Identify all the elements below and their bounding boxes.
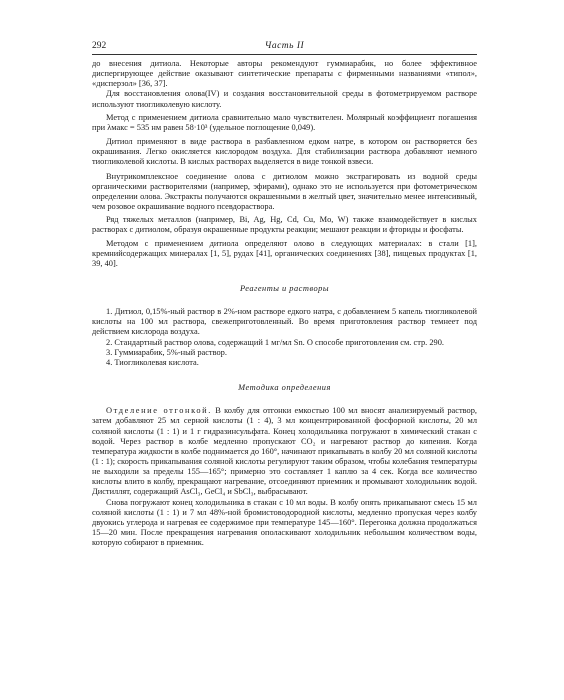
body-paragraph: Метод с применением дитиола сравнительно мало чувствителен. Молярный коэффициент погашения при λмакс = 535 нм равен 58·10³ (удельное поглощение 0,049). [92,112,477,132]
section-title-reagents: Реагенты и растворы [239,283,330,293]
running-title: Часть II [264,41,305,51]
page-number: 292 [92,41,107,51]
body-paragraph: Методом с применением дитиола определяют олово в следующих материалах: в стали [1], кремнийсодержащих минералах [1, 5], рудах [41], органических соединениях [38], пищевых продуктах [1, 39, 40]. [92,238,477,268]
body-paragraph: Внутрикомплексное соединение олова с дитиолом можно экстрагировать из водной среды органическими растворителями (например, эфирами), однако это не используется при фотометрическом определении олова. Экстракты получаются окрашенными в желтый цвет, значительно менее интенсивный, чем розовое окрашивание водного псевдораствора. [92,171,477,212]
page-body [92,59,477,548]
page-header [92,40,477,55]
method-text: В колбу для отгонки емкостью 100 мл вносят анализируемый раствор, затем добавляют 25 мл серной кислоты (1 : 4), 3 мл концентрированной фосфорной кислоты, 20 мл соляной кислоты (1 : 1) и 1 г гидразинсульфата. Конец холодильника погружают в химический стакан с водой. Через раствор в колбе медленно пропускают CO₂ и нагревают раствор до кипения. Когда температура жидкости в колбе поднимается до 160°, начинают прикапывать в колбу 20 мл соляной кислоты (1 : 1); скорость прикапывания соляной кислоты регулируют таким образом, чтобы колебания температуры не выходили за пределы 155—165°; примерно это составляет 1 каплю за 4 сек. Когда все количество кислоты влито в колбу, прекращают нагревание, отсоединяют приемник и промывают холодильник водой. Дистиллят, содержащий AsCl₃, GeCl₄ и SbCl₃, выбрасывают. [92,406,478,497]
method-paragraph: Снова погружают конец холодильника в стакан с 10 мл воды. В колбу опять прикапывают смесь 15 мл соляной кислоты (1 : 1) и 7 мл 48%-ной бромистоводородной кислоты, медленно пропуская через колбу двуокись углерода и нагревая ее содержимое при температуре 145—160°. Перегонка должна продолжаться 15—20 мин. После прекращения нагревания ополаскивают холодильник небольшим количеством воды, которую собирают в приемник. [92,497,477,548]
body-paragraph: Дитиол применяют в виде раствора в разбавленном едком натре, в котором он растворяется без окрашивания. Легко окисляется кислородом воздуха. Для стабилизации раствора добавляют немного тиогликолевой кислоты. В кислых растворах выделяется в виде тонкой взвеси. [92,137,477,167]
reagent-item: 1. Дитиол, 0,15%-ный раствор в 2%-ном растворе едкого натра, с добавлением 5 капель тиогликолевой кислоты на 100 мл раствора, свежеприготовленный. Во время приготовления раствор темнеет под действием кислорода воздуха. [92,307,477,337]
body-paragraph: до внесения дитиола. Некоторые авторы рекомендуют гуммиарабик, но более эффективное диспергирующее действие оказывают синтетические препараты с фирменными названиями «типол», «дисперзол» [36, 37]. [92,59,477,89]
section-title-method: Методика определения [238,383,331,393]
body-paragraph: Ряд тяжелых металлов (например, Bi, Ag, Hg, Cd, Cu, Mo, W) также взаимодействует в кислых растворах с дитиолом, образуя окрашенные продукты реакции; мешают реакции и фториды и фосфаты. [92,215,477,235]
body-paragraph: Для восстановления олова(IV) и создания восстановительной среды в фотометрируемом растворе используют тиогликолевую кислоту. [92,89,477,109]
method-lead: Отделение отгонкой. [106,406,212,416]
method-paragraph [92,406,477,497]
reagent-item: 4. Тиогликолевая кислота. [106,357,199,367]
reagent-item: 2. Стандартный раствор олова, содержащий 1 мг/мл Sn. О способе приготовления см. стр. 290. [106,337,444,347]
reagent-item: 3. Гуммиарабик, 5%-ный раствор. [106,347,227,357]
